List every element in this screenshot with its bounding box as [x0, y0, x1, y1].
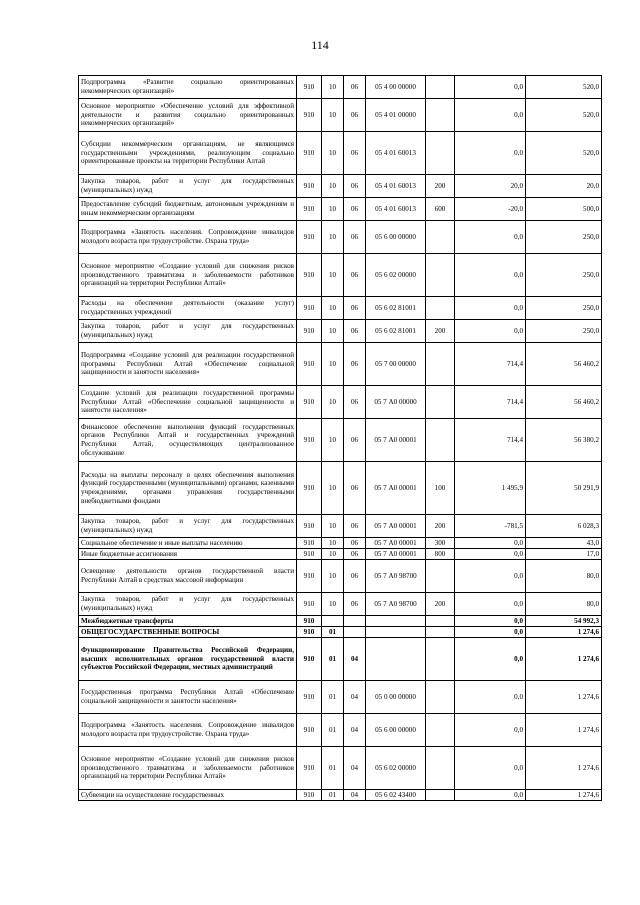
cell-change-amount: 0,0 — [455, 254, 526, 297]
cell-name: Иные бюджетные ассигнования — [79, 549, 297, 560]
cell-section: 01 — [322, 638, 344, 681]
cell-expense-type — [426, 627, 455, 638]
cell-subsection — [344, 627, 366, 638]
cell-name: ОБЩЕГОСУДАРСТВЕННЫЕ ВОПРОСЫ — [79, 627, 297, 638]
cell-section: 01 — [322, 681, 344, 714]
cell-total-amount: 80,0 — [526, 593, 602, 616]
table-row — [79, 132, 602, 175]
cell-name: Основное мероприятие «Создание условий для снижения рисков производственного травматизма и заболеваемости работников организаций на территории Республики Алтай» — [79, 254, 297, 297]
cell-expense-type — [426, 790, 455, 801]
cell-total-amount: 80,0 — [526, 560, 602, 593]
cell-expense-type — [426, 99, 455, 132]
cell-total-amount: 6 028,3 — [526, 515, 602, 538]
cell-change-amount: 20,0 — [455, 175, 526, 198]
cell-target-article: 05 4 01 60013 — [366, 175, 426, 198]
cell-subsection: 04 — [344, 638, 366, 681]
table-row — [79, 175, 602, 198]
table-row — [79, 419, 602, 462]
cell-change-amount: 0,0 — [455, 681, 526, 714]
cell-change-amount: 0,0 — [455, 790, 526, 801]
cell-section: 10 — [322, 549, 344, 560]
cell-name: Социальное обеспечение и иные выплаты населению — [79, 538, 297, 549]
table-row — [79, 638, 602, 681]
cell-total-amount: 56 460,2 — [526, 386, 602, 419]
cell-total-amount: 1 274,6 — [526, 790, 602, 801]
cell-change-amount: 0,0 — [455, 747, 526, 790]
cell-change-amount: -20,0 — [455, 198, 526, 221]
cell-target-article: 05 7 А0 00001 — [366, 538, 426, 549]
cell-section: 10 — [322, 221, 344, 254]
cell-section: 10 — [322, 198, 344, 221]
cell-target-article: 05 6 00 00000 — [366, 714, 426, 747]
cell-target-article — [366, 638, 426, 681]
cell-total-amount: 1 274,6 — [526, 714, 602, 747]
cell-change-amount: 0,0 — [455, 549, 526, 560]
cell-grbs: 910 — [297, 538, 322, 549]
cell-section: 10 — [322, 254, 344, 297]
table-row — [79, 99, 602, 132]
table-row — [79, 343, 602, 386]
cell-name: Подпрограмма «Создание условий для реализации государственной программы Республики Алтай «Обеспечение социальной защищенности и занятости населения» — [79, 343, 297, 386]
cell-expense-type: 200 — [426, 593, 455, 616]
cell-grbs: 910 — [297, 714, 322, 747]
cell-name: Подпрограмма «Развитие социально ориентированных некоммерческих организаций» — [79, 76, 297, 99]
cell-subsection: 06 — [344, 549, 366, 560]
cell-section: 10 — [322, 132, 344, 175]
cell-expense-type — [426, 747, 455, 790]
cell-name: Функционирование Правительства Российской Федерации, высших исполнительных органов государственной власти субъектов Российской Федерации, местных администраций — [79, 638, 297, 681]
cell-grbs: 910 — [297, 132, 322, 175]
cell-target-article: 05 7 А0 00001 — [366, 549, 426, 560]
cell-total-amount: 17,0 — [526, 549, 602, 560]
cell-section: 01 — [322, 714, 344, 747]
cell-target-article: 05 7 00 00000 — [366, 343, 426, 386]
cell-expense-type — [426, 132, 455, 175]
cell-expense-type — [426, 297, 455, 320]
cell-target-article: 05 7 А0 00000 — [366, 386, 426, 419]
cell-grbs: 910 — [297, 549, 322, 560]
cell-subsection: 06 — [344, 560, 366, 593]
cell-name: Межбюджетные трансферты — [79, 616, 297, 627]
cell-subsection: 06 — [344, 593, 366, 616]
cell-grbs: 910 — [297, 386, 322, 419]
cell-name: Расходы на обеспечение деятельности (оказание услуг) государственных учреждений — [79, 297, 297, 320]
table-row — [79, 198, 602, 221]
cell-subsection: 04 — [344, 790, 366, 801]
cell-change-amount: 0,0 — [455, 627, 526, 638]
cell-name: Субвенции на осуществление государственных — [79, 790, 297, 801]
cell-change-amount: 0,0 — [455, 714, 526, 747]
cell-grbs: 910 — [297, 99, 322, 132]
cell-grbs: 910 — [297, 515, 322, 538]
cell-total-amount: 500,0 — [526, 198, 602, 221]
cell-section: 10 — [322, 320, 344, 343]
cell-subsection: 06 — [344, 419, 366, 462]
cell-target-article: 05 7 А0 00001 — [366, 515, 426, 538]
cell-subsection: 06 — [344, 221, 366, 254]
cell-total-amount: 250,0 — [526, 297, 602, 320]
cell-target-article: 05 7 А0 98700 — [366, 560, 426, 593]
cell-subsection: 06 — [344, 343, 366, 386]
cell-grbs: 910 — [297, 175, 322, 198]
table-row — [79, 462, 602, 515]
cell-expense-type — [426, 419, 455, 462]
cell-expense-type — [426, 343, 455, 386]
cell-name: Закупка товаров, работ и услуг для государственных (муниципальных) нужд — [79, 175, 297, 198]
table-row — [79, 616, 602, 627]
cell-expense-type: 800 — [426, 549, 455, 560]
table-row — [79, 76, 602, 99]
table-row — [79, 221, 602, 254]
cell-change-amount: 0,0 — [455, 221, 526, 254]
cell-grbs: 910 — [297, 593, 322, 616]
cell-change-amount: 0,0 — [455, 638, 526, 681]
cell-expense-type — [426, 254, 455, 297]
cell-target-article: 05 6 02 00000 — [366, 254, 426, 297]
cell-total-amount: 1 274,6 — [526, 681, 602, 714]
cell-total-amount: 520,0 — [526, 132, 602, 175]
cell-target-article: 05 4 01 60013 — [366, 198, 426, 221]
cell-change-amount: 0,0 — [455, 560, 526, 593]
cell-subsection: 04 — [344, 681, 366, 714]
cell-expense-type — [426, 714, 455, 747]
cell-section: 01 — [322, 747, 344, 790]
cell-section: 01 — [322, 627, 344, 638]
cell-name: Субсидии некоммерческим организациям, не являющимся государственными учреждениями, реализующим социально ориентированные проекты на территории Республики Алтай — [79, 132, 297, 175]
cell-total-amount: 1 274,6 — [526, 638, 602, 681]
cell-subsection — [344, 616, 366, 627]
cell-total-amount: 43,0 — [526, 538, 602, 549]
cell-target-article: 05 4 01 60013 — [366, 132, 426, 175]
cell-expense-type: 600 — [426, 198, 455, 221]
cell-target-article: 05 4 00 00000 — [366, 76, 426, 99]
cell-name: Подпрограмма «Занятость населения. Сопровождение инвалидов молодого возраста при трудоустройстве. Охрана труда» — [79, 714, 297, 747]
cell-total-amount: 20,0 — [526, 175, 602, 198]
cell-section: 10 — [322, 593, 344, 616]
cell-name: Закупка товаров, работ и услуг для государственных (муниципальных) нужд — [79, 320, 297, 343]
table-row — [79, 549, 602, 560]
table-row — [79, 714, 602, 747]
table-row — [79, 386, 602, 419]
cell-name: Создание условий для реализации государственной программы Республики Алтай «Обеспечение социальной защищенности и занятости населения» — [79, 386, 297, 419]
cell-subsection: 06 — [344, 515, 366, 538]
cell-total-amount: 1 274,6 — [526, 627, 602, 638]
cell-target-article: 05 6 02 81001 — [366, 297, 426, 320]
cell-total-amount: 50 291,9 — [526, 462, 602, 515]
cell-name: Освещение деятельности органов государственной власти Республики Алтай в средствах массовой информации — [79, 560, 297, 593]
table-row — [79, 320, 602, 343]
cell-change-amount: 0,0 — [455, 616, 526, 627]
table-row — [79, 515, 602, 538]
cell-total-amount: 250,0 — [526, 221, 602, 254]
cell-subsection: 04 — [344, 747, 366, 790]
cell-expense-type: 100 — [426, 462, 455, 515]
cell-change-amount: 0,0 — [455, 320, 526, 343]
cell-expense-type — [426, 386, 455, 419]
cell-grbs: 910 — [297, 254, 322, 297]
cell-change-amount: 0,0 — [455, 593, 526, 616]
cell-target-article: 05 7 А0 98700 — [366, 593, 426, 616]
cell-grbs: 910 — [297, 198, 322, 221]
cell-section: 10 — [322, 343, 344, 386]
cell-grbs: 910 — [297, 419, 322, 462]
cell-grbs: 910 — [297, 638, 322, 681]
cell-change-amount: 0,0 — [455, 132, 526, 175]
cell-name: Финансовое обеспечение выполнения функций государственных органов Республики Алтай и государственных учреждений Республики Алтай, осуществляющих централизованное обслуживание — [79, 419, 297, 462]
budget-table-body — [79, 76, 602, 801]
cell-grbs: 910 — [297, 221, 322, 254]
table-row — [79, 790, 602, 801]
cell-total-amount: 250,0 — [526, 320, 602, 343]
cell-change-amount: 1 495,9 — [455, 462, 526, 515]
table-row — [79, 593, 602, 616]
cell-target-article: 05 7 А0 00001 — [366, 462, 426, 515]
cell-change-amount: 714,4 — [455, 419, 526, 462]
table-row — [79, 254, 602, 297]
cell-target-article: 05 6 02 43400 — [366, 790, 426, 801]
cell-expense-type: 200 — [426, 320, 455, 343]
cell-name: Закупка товаров, работ и услуг для государственных (муниципальных) нужд — [79, 593, 297, 616]
cell-name: Подпрограмма «Занятость населения. Сопровождение инвалидов молодого возраста при трудоустройстве. Охрана труда» — [79, 221, 297, 254]
cell-expense-type — [426, 221, 455, 254]
cell-change-amount: 714,4 — [455, 343, 526, 386]
cell-section: 10 — [322, 419, 344, 462]
cell-section: 10 — [322, 560, 344, 593]
cell-expense-type — [426, 638, 455, 681]
cell-target-article: 05 0 00 00000 — [366, 681, 426, 714]
cell-subsection: 06 — [344, 254, 366, 297]
cell-section: 10 — [322, 515, 344, 538]
cell-subsection: 06 — [344, 462, 366, 515]
table-row — [79, 627, 602, 638]
cell-subsection: 06 — [344, 175, 366, 198]
cell-section: 10 — [322, 462, 344, 515]
cell-change-amount: 0,0 — [455, 99, 526, 132]
cell-change-amount: 0,0 — [455, 538, 526, 549]
cell-change-amount: -781,5 — [455, 515, 526, 538]
cell-section: 10 — [322, 76, 344, 99]
cell-grbs: 910 — [297, 560, 322, 593]
cell-section: 10 — [322, 99, 344, 132]
cell-target-article — [366, 627, 426, 638]
cell-name: Закупка товаров, работ и услуг для государственных (муниципальных) нужд — [79, 515, 297, 538]
cell-change-amount: 0,0 — [455, 297, 526, 320]
cell-target-article: 05 6 02 81001 — [366, 320, 426, 343]
cell-section: 10 — [322, 386, 344, 419]
cell-total-amount: 250,0 — [526, 254, 602, 297]
cell-subsection: 06 — [344, 99, 366, 132]
cell-name: Государственная программа Республики Алтай «Обеспечение социальной защищенности и занятости населения» — [79, 681, 297, 714]
cell-subsection: 06 — [344, 132, 366, 175]
cell-expense-type — [426, 560, 455, 593]
cell-grbs: 910 — [297, 76, 322, 99]
cell-total-amount: 1 274,6 — [526, 747, 602, 790]
cell-subsection: 04 — [344, 714, 366, 747]
cell-grbs: 910 — [297, 747, 322, 790]
cell-section: 01 — [322, 790, 344, 801]
table-row — [79, 560, 602, 593]
cell-target-article: 05 4 01 00000 — [366, 99, 426, 132]
cell-grbs: 910 — [297, 343, 322, 386]
cell-expense-type — [426, 616, 455, 627]
cell-subsection: 06 — [344, 386, 366, 419]
cell-expense-type: 300 — [426, 538, 455, 549]
cell-total-amount: 54 992,3 — [526, 616, 602, 627]
cell-total-amount: 520,0 — [526, 76, 602, 99]
cell-target-article: 05 7 А0 00001 — [366, 419, 426, 462]
cell-section: 10 — [322, 175, 344, 198]
cell-expense-type — [426, 76, 455, 99]
cell-subsection: 06 — [344, 538, 366, 549]
cell-subsection: 06 — [344, 297, 366, 320]
cell-total-amount: 520,0 — [526, 99, 602, 132]
cell-grbs: 910 — [297, 616, 322, 627]
cell-subsection: 06 — [344, 76, 366, 99]
cell-subsection: 06 — [344, 320, 366, 343]
cell-change-amount: 0,0 — [455, 76, 526, 99]
cell-section: 10 — [322, 297, 344, 320]
cell-section — [322, 616, 344, 627]
cell-grbs: 910 — [297, 681, 322, 714]
table-row — [79, 297, 602, 320]
cell-grbs: 910 — [297, 627, 322, 638]
cell-section: 10 — [322, 538, 344, 549]
cell-change-amount: 714,4 — [455, 386, 526, 419]
cell-grbs: 910 — [297, 320, 322, 343]
cell-expense-type: 200 — [426, 175, 455, 198]
table-row — [79, 538, 602, 549]
cell-total-amount: 56 380,2 — [526, 419, 602, 462]
cell-grbs: 910 — [297, 790, 322, 801]
table-row — [79, 681, 602, 714]
budget-table — [78, 75, 602, 801]
cell-subsection: 06 — [344, 198, 366, 221]
cell-expense-type — [426, 681, 455, 714]
cell-grbs: 910 — [297, 462, 322, 515]
cell-target-article: 05 6 00 00000 — [366, 221, 426, 254]
cell-total-amount: 56 460,2 — [526, 343, 602, 386]
cell-name: Основное мероприятие «Обеспечение условий для эффективной деятельности и развития социально ориентированных некоммерческих организаций» — [79, 99, 297, 132]
cell-target-article: 05 6 02 00000 — [366, 747, 426, 790]
cell-name: Предоставление субсидий бюджетным, автономным учреждениям и иным некоммерческим организациям — [79, 198, 297, 221]
cell-name: Расходы на выплаты персоналу в целях обеспечения выполнения функций государственными (муниципальными) органами, казенными учреждениями, органами управления государственными внебюджетными фондами — [79, 462, 297, 515]
page-number: 114 — [311, 38, 329, 52]
cell-name: Основное мероприятие «Создание условий для снижения рисков производственного травматизма и заболеваемости работников организаций на территории Республики Алтай» — [79, 747, 297, 790]
cell-expense-type: 200 — [426, 515, 455, 538]
cell-grbs: 910 — [297, 297, 322, 320]
table-row — [79, 747, 602, 790]
cell-target-article — [366, 616, 426, 627]
